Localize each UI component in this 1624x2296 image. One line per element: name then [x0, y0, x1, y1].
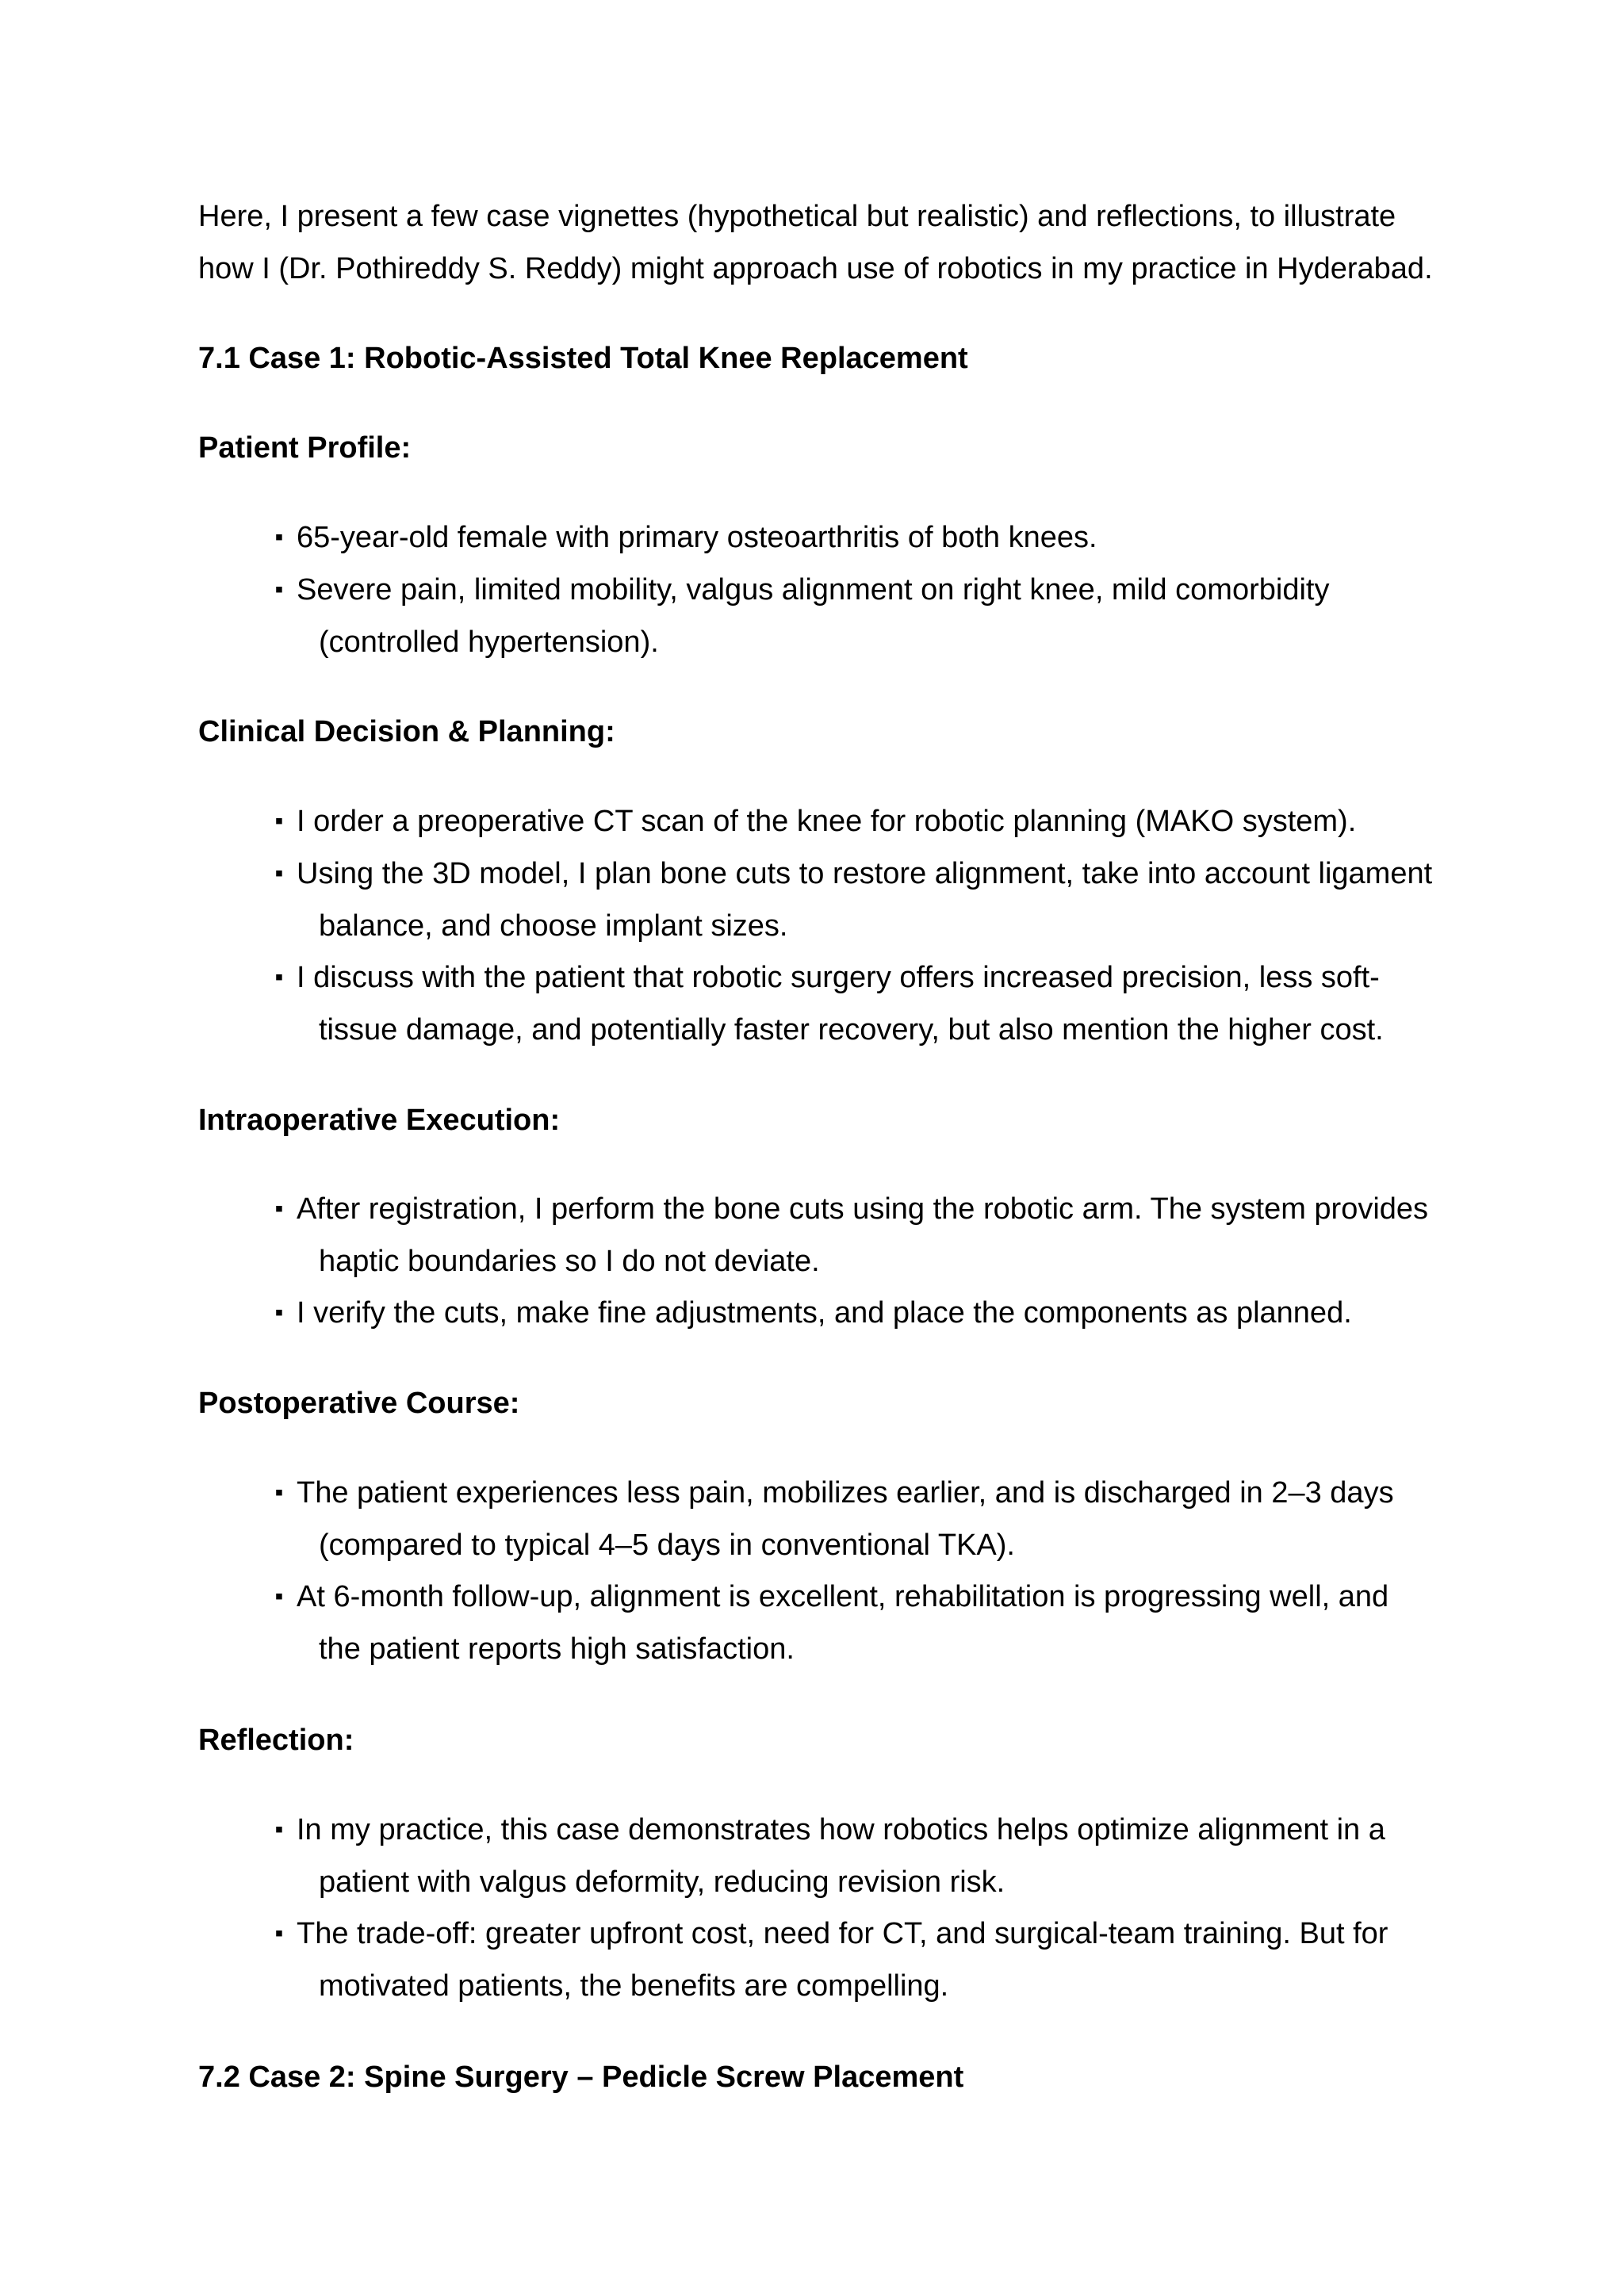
list-item-text-continued: the patient reports high satisfaction. — [319, 1632, 795, 1666]
list-item-text: Using the 3D model, I plan bone cuts to restore alignment, take into account ligament — [297, 857, 1433, 890]
list-item-text: The patient experiences less pain, mobilizes earlier, and is discharged in 2–3 days — [297, 1476, 1394, 1510]
list-item — [270, 1183, 1443, 1288]
patient-profile-heading: Patient Profile: — [198, 431, 412, 465]
postop-heading: Postoperative Course: — [198, 1387, 520, 1420]
list-item-text-continued: motivated patients, the benefits are compelling. — [319, 1969, 949, 2003]
list-item-text-continued: (controlled hypertension). — [319, 626, 659, 659]
bullet-icon: ▪ — [274, 524, 284, 550]
list-item — [270, 951, 1443, 1056]
list-item — [270, 1467, 1443, 1571]
list-item-text: At 6-month follow-up, alignment is excellent, rehabilitation is progressing well, and — [297, 1580, 1389, 1613]
list-item-text: I order a preoperative CT scan of the knee for robotic planning (MAKO system). — [297, 805, 1357, 838]
list-item-text: I verify the cuts, make fine adjustments, and place the components as planned. — [297, 1296, 1352, 1330]
bullet-icon: ▪ — [274, 964, 284, 990]
list-item — [270, 511, 1443, 564]
case2-heading: 7.2 Case 2: Spine Surgery – Pedicle Screw Placement — [198, 2061, 964, 2094]
list-item-text-continued: balance, and choose implant sizes. — [319, 909, 788, 943]
clinical-heading: Clinical Decision & Planning: — [198, 715, 615, 748]
bullet-icon: ▪ — [274, 808, 284, 834]
list-item-text-continued: haptic boundaries so I do not deviate. — [319, 1245, 820, 1278]
list-item — [270, 1571, 1443, 1675]
list-item-text-continued: (compared to typical 4–5 days in conventional TKA). — [319, 1529, 1015, 1562]
bullet-icon: ▪ — [274, 1196, 284, 1222]
intro-line-2: how I (Dr. Pothireddy S. Reddy) might approach use of robotics in my practice in Hyderabad. — [198, 252, 1433, 285]
reflection-heading: Reflection: — [198, 1724, 354, 1757]
list-item-text-continued: patient with valgus deformity, reducing revision risk. — [319, 1866, 1005, 1899]
intraop-heading: Intraoperative Execution: — [198, 1104, 561, 1137]
list-item-text: 65-year-old female with primary osteoarthritis of both knees. — [297, 521, 1097, 554]
bullet-icon: ▪ — [274, 1816, 284, 1843]
list-item — [270, 564, 1443, 668]
bullet-icon: ▪ — [274, 1583, 284, 1609]
bullet-icon: ▪ — [274, 860, 284, 886]
list-item — [270, 1287, 1443, 1339]
bullet-icon: ▪ — [274, 1479, 284, 1506]
list-item — [270, 1908, 1443, 2012]
list-item-text-continued: tissue damage, and potentially faster recovery, but also mention the higher cost. — [319, 1013, 1384, 1047]
list-item-text: I discuss with the patient that robotic surgery offers increased precision, less soft- — [297, 961, 1380, 994]
list-item-text: Severe pain, limited mobility, valgus alignment on right knee, mild comorbidity — [297, 573, 1330, 607]
list-item-text: After registration, I perform the bone cuts using the robotic arm. The system provides — [297, 1192, 1429, 1226]
bullet-icon: ▪ — [274, 1299, 284, 1326]
list-item — [270, 1804, 1443, 1908]
bullet-icon: ▪ — [274, 1920, 284, 1946]
intro-line-1: Here, I present a few case vignettes (hypothetical but realistic) and reflections, to illustrate — [198, 200, 1396, 233]
list-item — [270, 848, 1443, 952]
list-item-text: In my practice, this case demonstrates how robotics helps optimize alignment in a — [297, 1813, 1385, 1846]
case1-heading: 7.1 Case 1: Robotic-Assisted Total Knee Replacement — [198, 342, 968, 375]
list-item — [270, 795, 1443, 848]
list-item-text: The trade-off: greater upfront cost, need for CT, and surgical-team training. But for — [297, 1917, 1388, 1950]
bullet-icon: ▪ — [274, 576, 284, 603]
